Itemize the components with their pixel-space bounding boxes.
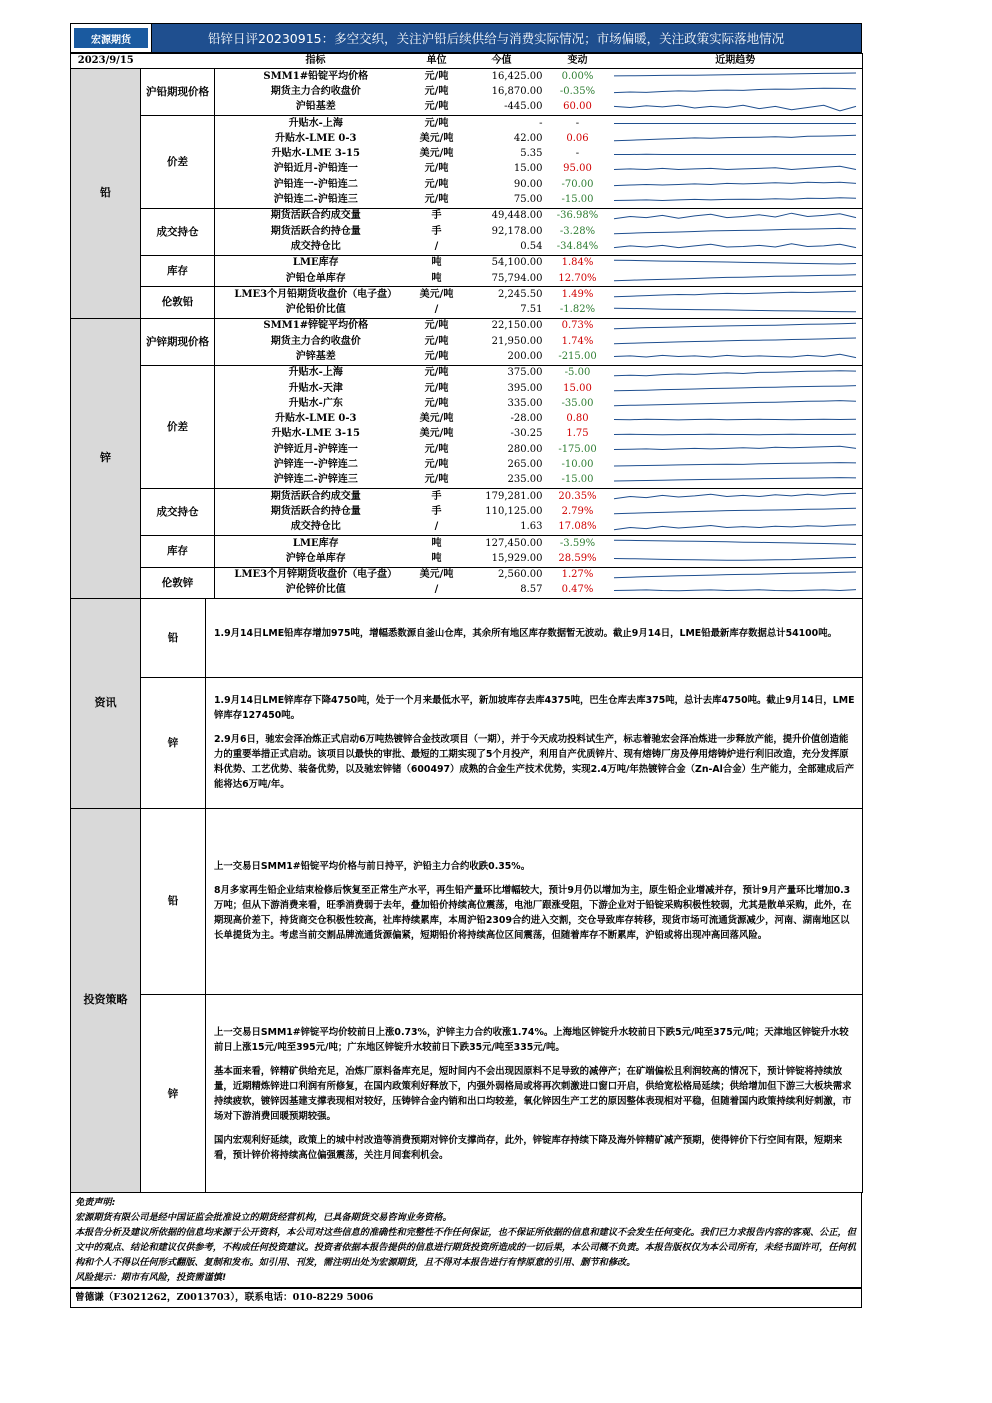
value-cell: -30.25	[510, 428, 543, 440]
sparkline-series	[614, 525, 856, 530]
trend-sparkline	[609, 551, 863, 567]
report-title: 铅锌日评20230915：多空交织，关注沪铅后续供给与消费实际情况；市场偏暖，关注政策实际落地情况	[152, 24, 861, 52]
sparkline-series	[614, 509, 856, 515]
sparkline-chart	[613, 552, 857, 565]
trend-sparkline	[609, 192, 863, 208]
value-cell: 0.54	[457, 239, 547, 255]
trend-sparkline	[609, 334, 863, 349]
trend-sparkline	[609, 177, 863, 192]
indicator-cell: 期货活跃合约持仓量	[270, 505, 361, 517]
sparkline-chart	[613, 537, 857, 550]
value-cell: 54,100.00	[491, 257, 543, 269]
change-cell: -36.98%	[556, 210, 599, 222]
company-logo	[71, 24, 152, 52]
table-row	[71, 287, 863, 303]
trend-sparkline	[609, 162, 863, 177]
change-cell: -3.59%	[559, 537, 596, 549]
sparkline-chart	[613, 163, 857, 176]
trend-sparkline	[609, 520, 863, 536]
unit-header: 单位	[417, 54, 457, 69]
unit-cell: 元/吨	[417, 192, 457, 208]
unit-cell: 吨	[417, 271, 457, 287]
section-label: 锌	[71, 318, 141, 598]
logo-text: 宏源期货	[74, 28, 148, 48]
trend-sparkline	[609, 489, 863, 505]
trend-header: 近期趋势	[609, 54, 863, 69]
trend-sparkline	[609, 427, 863, 442]
report-header	[70, 23, 862, 53]
sparkline-series	[614, 183, 856, 186]
change-cell: -3.28%	[559, 225, 596, 237]
sparkline-series	[614, 401, 856, 406]
value-cell: 75.00	[457, 192, 547, 208]
sparkline-chart	[613, 132, 857, 145]
sparkline-chart	[613, 335, 857, 348]
indicator-cell: 升贴水-LME 0-3	[275, 132, 357, 144]
unit-cell: /	[417, 302, 457, 318]
trend-sparkline	[609, 318, 863, 334]
unit-cell: 美元/吨	[419, 428, 454, 440]
change-cell: 1.49%	[561, 288, 594, 300]
disclaimer-risk: 风险提示：期市有风险，投资需谨慎!	[75, 1272, 227, 1284]
disclaimer	[70, 1193, 862, 1288]
sparkline-chart	[613, 194, 857, 207]
indicator-cell: 升贴水-广东	[288, 397, 343, 409]
indicator-cell: LME3个月铅期货收盘价（电子盘）	[234, 288, 398, 300]
sparkline-chart	[613, 101, 857, 114]
value-cell: 235.00	[457, 473, 547, 489]
sparkline-chart	[613, 288, 857, 301]
unit-cell: 元/吨	[424, 117, 449, 129]
sparkline-series	[614, 558, 856, 561]
indicator-cell: 沪铅连一-沪铅连二	[273, 178, 358, 190]
value-cell: 92,178.00	[491, 225, 543, 237]
trend-sparkline	[609, 131, 863, 146]
indicator-cell: 期货主力合约收盘价	[270, 85, 361, 97]
value-cell: -	[539, 117, 543, 129]
change-cell: 0.00%	[561, 70, 594, 82]
value-header: 今值	[457, 54, 547, 69]
indicator-cell: 沪铅连二-沪铅连三	[215, 192, 417, 208]
change-cell: -	[575, 117, 580, 129]
change-cell: -	[575, 148, 580, 160]
disclaimer-paragraph-1: 宏源期货有限公司是经中国证监会批准设立的期货经营机构，已具备期货交易咨询业务资格。	[75, 1212, 452, 1224]
change-cell: 20.35%	[558, 490, 597, 502]
unit-cell: 吨	[431, 257, 442, 269]
change-cell: -10.00	[561, 459, 594, 471]
table-row	[71, 318, 863, 334]
change-cell: 0.06	[566, 132, 589, 144]
indicator-cell: 沪伦铅价比值	[215, 302, 417, 318]
sparkline-series	[614, 275, 856, 281]
sparkline-chart	[613, 428, 857, 441]
info-label: 资讯	[71, 599, 141, 808]
sparkline-chart	[613, 569, 857, 582]
sparkline-chart	[613, 272, 857, 285]
change-cell: -5.00	[564, 367, 591, 379]
indicator-cell: 沪铅近月-沪铅连一	[273, 163, 358, 175]
indicator-header: 指标	[215, 54, 417, 69]
change-cell: 1.84%	[561, 257, 594, 269]
unit-cell: 元/吨	[424, 163, 449, 175]
group-label: 伦敦锌	[141, 567, 215, 599]
sparkline-chart	[613, 350, 857, 363]
sparkline-series	[614, 308, 856, 312]
indicator-cell: 沪锌仓单库存	[215, 551, 417, 567]
table-row	[71, 115, 863, 131]
change-cell: -1.82%	[547, 302, 609, 318]
sparkline-chart	[613, 225, 857, 238]
change-cell: 95.00	[563, 163, 592, 175]
indicator-cell: 升贴水-LME 0-3	[275, 413, 357, 425]
trend-sparkline	[609, 208, 863, 224]
table-row	[71, 535, 863, 551]
value-cell: 16,870.00	[491, 85, 543, 97]
sparkline-series	[614, 590, 856, 591]
strategy-zinc-paragraph-1: 上一交易日SMM1#锌锭平均价较前日上涨0.73%，沪锌主力合约收涨1.74%。上海地区锌锭升水较前日下跌5元/吨至375元/吨；天津地区锌锭升水较前日上涨15元/吨至395元/吨；广东地区锌锭升水较前日下跌35元/吨至335元/吨。	[214, 1026, 849, 1053]
value-cell: 49,448.00	[491, 210, 543, 222]
sparkline-series	[614, 291, 856, 297]
change-cell: 1.27%	[561, 569, 594, 581]
value-cell: 16,425.00	[491, 70, 543, 82]
unit-cell: 元/吨	[417, 473, 457, 489]
trend-sparkline	[609, 442, 863, 457]
group-label: 库存	[141, 535, 215, 567]
strategy-lead-paragraph-2: 8月多家再生铅企业结束检修后恢复至正常生产水平，再生铅产量环比增幅较大，预计9月仍以增加为主，原生铅企业增减并存，预计9月产量环比增加0.3万吨；但从下游消费来看，旺季消费弱于去年，叠加铅价持续高位震荡，电池厂跟涨受阻，下游企业对于铅锭采购积极性较弱，尤其是散单采购，此外，在期现高价差下，持货商交仓积极性较高，社库持续累库，本周沪铅2309合约进入交割，交仓导致库存转移，现货市场可流通货源减少，河南、湖南地区以长单提货为主。考虑当前交割品牌流通货源偏紧，短期铅价将持续高位区间震荡，但随着库存不断累库，沪铅或将出现冲高回落风险。	[214, 885, 852, 942]
group-label: 沪锌期现价格	[141, 318, 215, 365]
sparkline-series	[614, 260, 856, 264]
trend-sparkline	[609, 255, 863, 271]
group-label: 成交持仓	[141, 208, 215, 255]
sparkline-series	[614, 244, 856, 248]
table-row	[71, 69, 863, 85]
date-header: 2023/9/15	[71, 54, 141, 69]
trend-sparkline	[609, 349, 863, 365]
trend-sparkline	[609, 84, 863, 99]
unit-cell: 美元/吨	[419, 132, 454, 144]
info-table	[70, 599, 863, 809]
indicator-cell: LME库存	[292, 257, 339, 269]
sparkline-series	[614, 166, 856, 169]
unit-cell: 元/吨	[424, 178, 449, 190]
unit-cell: 手	[431, 210, 442, 222]
value-cell: 1.63	[457, 520, 547, 536]
value-cell: 2,245.50	[497, 288, 543, 300]
unit-cell: 美元/吨	[419, 288, 454, 300]
table-row	[71, 208, 863, 224]
indicator-cell: 成交持仓比	[215, 520, 417, 536]
trend-sparkline	[609, 100, 863, 116]
value-cell: 21,950.00	[491, 335, 543, 347]
value-cell: 110,125.00	[485, 505, 543, 517]
indicator-cell: 期货活跃合约持仓量	[270, 225, 361, 237]
sparkline-chart	[613, 240, 857, 253]
unit-cell: 手	[431, 490, 442, 502]
sparkline-series	[614, 355, 856, 358]
unit-cell: 美元/吨	[419, 413, 454, 425]
trend-sparkline	[609, 583, 863, 599]
indicator-cell: 沪伦锌价比值	[215, 583, 417, 599]
change-cell: -34.84%	[547, 239, 609, 255]
sparkline-series	[614, 323, 856, 329]
value-cell: 395.00	[507, 382, 543, 394]
indicator-cell: SMM1#锌锭平均价格	[263, 320, 369, 332]
indicator-cell: SMM1#铅锭平均价格	[263, 70, 369, 82]
indicator-cell: 升贴水-LME 3-15	[271, 428, 360, 440]
group-label: 成交持仓	[141, 489, 215, 536]
sparkline-chart	[613, 443, 857, 456]
change-cell: 17.08%	[547, 520, 609, 536]
trend-sparkline	[609, 302, 863, 318]
sparkline-series	[614, 446, 856, 449]
sparkline-chart	[613, 413, 857, 426]
trend-sparkline	[609, 239, 863, 255]
unit-cell: 手	[431, 225, 442, 237]
indicator-cell: 升贴水-上海	[288, 367, 343, 379]
change-cell: 1.75	[566, 428, 589, 440]
trend-sparkline	[609, 504, 863, 519]
sparkline-chart	[613, 178, 857, 191]
trend-sparkline	[609, 224, 863, 239]
unit-cell: 元/吨	[424, 367, 449, 379]
sparkline-series	[614, 572, 856, 578]
sparkline-chart	[613, 505, 857, 518]
trend-sparkline	[609, 115, 863, 131]
value-cell: 200.00	[457, 349, 547, 365]
change-cell: 2.79%	[561, 505, 594, 517]
change-cell: 15.00	[563, 382, 592, 394]
value-cell: 375.00	[507, 367, 543, 379]
group-label: 价差	[141, 115, 215, 208]
strategy-label: 投资策略	[71, 809, 141, 1193]
unit-cell: 元/吨	[424, 397, 449, 409]
change-cell: 12.70%	[547, 271, 609, 287]
indicator-cell: 期货活跃合约成交量	[270, 210, 361, 222]
sparkline-series	[614, 105, 856, 111]
indicator-cell: 沪锌连二-沪锌连三	[215, 473, 417, 489]
table-row	[71, 365, 863, 381]
sparkline-chart	[613, 70, 857, 83]
info-zinc-paragraph-1: 1.9月14日LME锌库存下降4750吨，处于一个月来最低水平，新加坡库存去库4375吨，巴生仓库去库375吨，总计去库4750吨。截止9月14日，LME锌库存127450吨。	[214, 695, 855, 722]
unit-cell: 元/吨	[424, 320, 449, 332]
unit-cell: 元/吨	[424, 443, 449, 455]
value-cell: 335.00	[507, 397, 543, 409]
info-lead-paragraph: 1.9月14日LME铅库存增加975吨，增幅悉数源自釜山仓库，其余所有地区库存数据暂无波动。截止9月14日，LME铅最新库存数据总计54100吨。	[214, 627, 837, 639]
unit-cell: 美元/吨	[419, 148, 454, 160]
value-cell: 7.51	[457, 302, 547, 318]
unit-cell: 手	[431, 505, 442, 517]
indicator-cell: LME库存	[292, 537, 339, 549]
change-cell: -70.00	[561, 178, 594, 190]
value-cell: 42.00	[513, 132, 543, 144]
unit-cell: 元/吨	[424, 70, 449, 82]
sparkline-series	[614, 540, 856, 544]
sparkline-series	[614, 419, 856, 420]
sparkline-series	[614, 386, 856, 391]
sparkline-series	[614, 462, 856, 465]
value-cell: -445.00	[457, 100, 547, 116]
sparkline-chart	[613, 148, 857, 161]
value-cell: 127,450.00	[485, 537, 543, 549]
unit-cell: 元/吨	[424, 382, 449, 394]
change-header: 变动	[547, 54, 609, 69]
sparkline-series	[614, 136, 856, 142]
group-label: 伦敦铅	[141, 287, 215, 319]
sparkline-series	[614, 371, 856, 376]
sparkline-chart	[613, 382, 857, 395]
sparkline-chart	[613, 320, 857, 333]
indicator-cell: 沪锌连一-沪锌连二	[273, 459, 358, 471]
indicator-cell: 沪铅基差	[215, 100, 417, 116]
unit-cell: 元/吨	[417, 349, 457, 365]
strategy-table	[70, 809, 863, 1194]
unit-cell: 吨	[417, 551, 457, 567]
sparkline-chart	[613, 210, 857, 223]
unit-cell: 元/吨	[417, 100, 457, 116]
unit-cell: /	[417, 520, 457, 536]
trend-sparkline	[609, 381, 863, 396]
sparkline-series	[614, 338, 856, 344]
sparkline-chart	[613, 257, 857, 270]
sparkline-chart	[613, 490, 857, 503]
info-zinc-paragraph-2: 2.9月6日，驰宏会泽冶炼正式启动6万吨热镀锌合金技改项目（一期），并于今天成功投料试生产，标志着驰宏会泽冶炼进一步释放产能，提升价值创造能力的重要举措正式启动。该项目以最快的审批、最短的工期实现了5个月投产，利用自产优质锌片、现有熔铸厂房及停用熔铸炉进行利旧改造，充分发挥原料优势、工艺优势、装备优势，以及驰宏锌锗（600497）成熟的合金生产技术优势，实现2.4万吨/年热镀锌合金（Zn-Al合金）生产能力，全部建成后产能将达6万吨/年。	[214, 734, 855, 791]
change-cell: 0.73%	[561, 320, 594, 332]
change-cell: -35.00	[561, 397, 594, 409]
strategy-zinc-text	[206, 995, 863, 1193]
blank-header	[141, 54, 215, 69]
trend-sparkline	[609, 396, 863, 411]
value-cell: 179,281.00	[485, 490, 543, 502]
indicator-cell: 升贴水-上海	[288, 117, 343, 129]
trend-sparkline	[609, 567, 863, 583]
change-cell: -215.00	[547, 349, 609, 365]
change-cell: -15.00	[547, 473, 609, 489]
indicator-cell: 成交持仓比	[215, 239, 417, 255]
report-page	[70, 23, 862, 1308]
value-cell: 280.00	[507, 443, 543, 455]
table-row	[71, 567, 863, 583]
sparkline-chart	[613, 367, 857, 380]
value-cell: 15.00	[513, 163, 543, 175]
section-label: 铅	[71, 69, 141, 319]
change-cell: 1.74%	[561, 335, 594, 347]
trend-sparkline	[609, 271, 863, 287]
sparkline-series	[614, 477, 856, 480]
contact-info: 曾德谦（F3021262，Z0013703），联系电话：010-8229 5006	[70, 1288, 862, 1308]
sparkline-chart	[613, 584, 857, 597]
disclaimer-paragraph-2: 本报告分析及建议所依据的信息均来源于公开资料，本公司对这些信息的准确性和完整性不作任何保证，也不保证所依据的信息和建议不会发生任何变化。我们已力求报告内容的客观、公正，但文中的观点、结论和建议仅供参考，不构成任何投资建议。投资者依据本报告提供的信息进行期货投资所造成的一切后果，本公司概不负责。本报告版权仅为本公司所有，未经书面许可，任何机构和个人不得以任何形式翻版、复制和发布。如引用、刊发，需注明出处为宏源期货，且不得对本报告进行有悖原意的引用、删节和修改。	[75, 1227, 856, 1269]
change-cell: -0.35%	[559, 85, 596, 97]
unit-cell: 元/吨	[424, 335, 449, 347]
sparkline-series	[614, 73, 856, 76]
indicator-cell: 沪锌近月-沪锌连一	[273, 443, 358, 455]
change-cell: 28.59%	[547, 551, 609, 567]
data-table	[70, 53, 863, 599]
strategy-lead-text	[206, 809, 863, 995]
value-cell: 2,560.00	[497, 569, 543, 581]
sparkline-chart	[613, 474, 857, 487]
change-cell: -15.00	[547, 192, 609, 208]
indicator-cell: 升贴水-天津	[288, 382, 343, 394]
trend-sparkline	[609, 365, 863, 381]
group-label: 库存	[141, 255, 215, 287]
strategy-zinc-paragraph-3: 国内宏观利好延续，政策上的城中村改造等消费预期对锌价支撑尚存，此外，锌锭库存持续下降及海外锌精矿减产预期，使得锌价下行空间有限，短期来看，预计锌价将持续高位偏强震荡，关注月间套利机会。	[214, 1134, 843, 1161]
trend-sparkline	[609, 69, 863, 85]
sparkline-series	[614, 493, 856, 499]
strategy-zinc-label: 锌	[141, 995, 206, 1193]
sparkline-chart	[613, 459, 857, 472]
indicator-cell: 期货活跃合约成交量	[270, 490, 361, 502]
change-cell: -175.00	[558, 443, 597, 455]
indicator-cell: 沪铅仓单库存	[215, 271, 417, 287]
info-zinc-text	[206, 677, 863, 808]
change-cell: 60.00	[547, 100, 609, 116]
trend-sparkline	[609, 473, 863, 489]
group-label: 沪铅期现价格	[141, 69, 215, 116]
value-cell: 22,150.00	[491, 320, 543, 332]
value-cell: 90.00	[513, 178, 543, 190]
trend-sparkline	[609, 412, 863, 427]
sparkline-chart	[613, 304, 857, 317]
change-cell: 0.80	[566, 413, 589, 425]
trend-sparkline	[609, 457, 863, 472]
sparkline-series	[614, 89, 856, 93]
strategy-lead-label: 铅	[141, 809, 206, 995]
indicator-cell: 沪锌基差	[215, 349, 417, 365]
unit-cell: /	[417, 583, 457, 599]
trend-sparkline	[609, 146, 863, 161]
sparkline-chart	[613, 521, 857, 534]
unit-cell: 美元/吨	[419, 569, 454, 581]
unit-cell: 吨	[431, 537, 442, 549]
trend-sparkline	[609, 287, 863, 303]
sparkline-series	[614, 197, 856, 200]
disclaimer-title: 免责声明:	[75, 1197, 116, 1209]
indicator-cell: 期货主力合约收盘价	[270, 335, 361, 347]
table-row	[71, 255, 863, 271]
table-row	[71, 489, 863, 505]
info-zinc-label: 锌	[141, 677, 206, 808]
change-cell: 0.47%	[547, 583, 609, 599]
column-header-row	[71, 54, 863, 69]
sparkline-series	[614, 229, 856, 234]
unit-cell: 元/吨	[424, 85, 449, 97]
group-label: 价差	[141, 365, 215, 488]
unit-cell: /	[417, 239, 457, 255]
info-lead-label: 铅	[141, 599, 206, 677]
value-cell: 265.00	[507, 459, 543, 471]
strategy-zinc-paragraph-2: 基本面来看，锌精矿供给充足，冶炼厂原料备库充足，短时间内不会出现因原料不足导致的减停产；在矿端偏松且利润较高的情况下，预计锌锭将持续放量，近期精炼锌进口利润有所修复，在国内政策利好释放下，内强外弱格局或将再次刺激进口窗口开启，供给宽松格局延续；供给增加但下游三大板块需求持续疲软，镀锌因基建支撑表现相对较好，压铸锌合金内销和出口均较差，氧化锌因生产工艺的原因整体表现相对平稳，但随着国内政策持续利好刺激，市场对下游消费回暖预期较强。	[214, 1065, 852, 1122]
value-cell: 8.57	[457, 583, 547, 599]
trend-sparkline	[609, 535, 863, 551]
sparkline-series	[614, 213, 856, 219]
strategy-lead-paragraph-1: 上一交易日SMM1#铅锭平均价格与前日持平，沪铅主力合约收跌0.35%。	[214, 861, 531, 873]
info-lead-text	[206, 599, 863, 677]
indicator-cell: LME3个月锌期货收盘价（电子盘）	[234, 569, 398, 581]
sparkline-chart	[613, 117, 857, 130]
sparkline-chart	[613, 397, 857, 410]
sparkline-chart	[613, 85, 857, 98]
value-cell: 75,794.00	[457, 271, 547, 287]
indicator-cell: 升贴水-LME 3-15	[271, 148, 360, 160]
value-cell: 5.35	[520, 148, 543, 160]
value-cell: -28.00	[510, 413, 543, 425]
unit-cell: 元/吨	[424, 459, 449, 471]
value-cell: 15,929.00	[457, 551, 547, 567]
